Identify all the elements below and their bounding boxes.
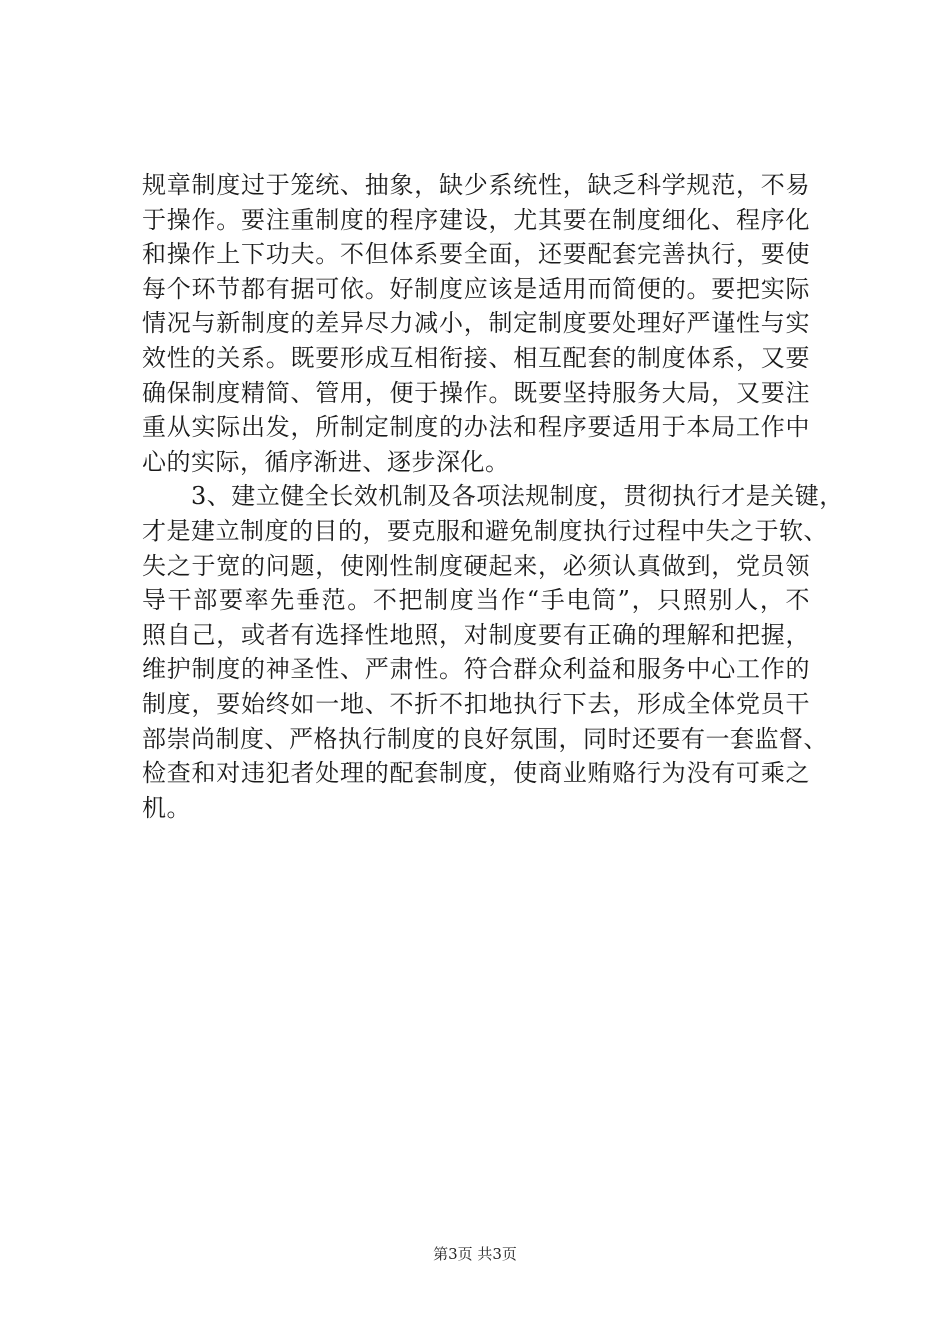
text-line: 效性的关系。既要形成互相衔接、相互配套的制度体系，又要 (142, 343, 810, 372)
text-line: 每个环节都有据可依。好制度应该是适用而简便的。要把实际 (142, 274, 810, 303)
text-line: 部崇尚制度、严格执行制度的良好氛围，同时还要有一套监督、 (142, 724, 828, 753)
text-line: 才是建立制度的目的，要克服和避免制度执行过程中失之于软、 (142, 516, 828, 545)
text-line: 检查和对违犯者处理的配套制度，使商业贿赂行为没有可乘之 (142, 759, 810, 788)
text-line: 3、建立健全长效机制及各项法规制度，贯彻执行才是关键， (142, 482, 844, 511)
text-line: 情况与新制度的差异尽力减小，制定制度要处理好严谨性与实 (142, 309, 810, 338)
text-line: 心的实际，循序渐进、逐步深化。 (142, 447, 510, 476)
text-line: 失之于宽的问题，使刚性制度硬起来，必须认真做到，党员领 (142, 551, 810, 580)
text-line: 机。 (142, 793, 191, 822)
text-line: 照自己，或者有选择性地照，对制度要有正确的理解和把握， (142, 620, 810, 649)
text-line: 和操作上下功夫。不但体系要全面，还要配套完善执行，要使 (142, 240, 810, 269)
page-footer (0, 1244, 950, 1264)
text-line: 规章制度过于笼统、抽象，缺少系统性，缺乏科学规范，不易 (142, 171, 810, 199)
text-line: 导干部要率先垂范。不把制度当作“手电筒”，只照别人，不 (142, 586, 810, 615)
text-line: 维护制度的神圣性、严肃性。符合群众利益和服务中心工作的 (142, 655, 810, 684)
text-line: 确保制度精简、管用，便于操作。既要坚持服务大局，又要注 (142, 378, 810, 407)
page-number-label: 第3页 共3页 (433, 1245, 517, 1263)
text-line: 于操作。要注重制度的程序建设，尤其要在制度细化、程序化 (142, 205, 810, 234)
text-line: 制度，要始终如一地、不折不扣地执行下去，形成全体党员干 (142, 689, 810, 718)
text-line: 重从实际出发，所制定制度的办法和程序要适用于本局工作中 (142, 413, 810, 442)
body-text (142, 168, 844, 825)
